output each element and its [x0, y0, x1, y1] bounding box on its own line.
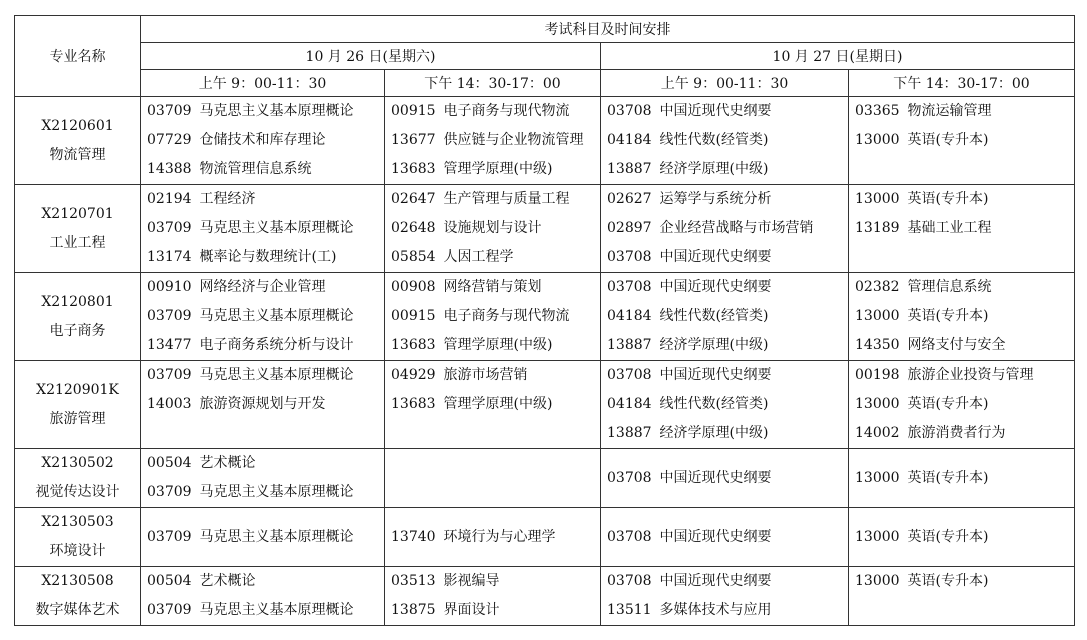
day-header-2: 10 月 27 日(星期日): [601, 43, 1075, 70]
course-code: 03365: [855, 103, 900, 119]
major-cell: [15, 97, 141, 185]
schedule-body: [15, 97, 1075, 626]
exam-slot-cell: [141, 567, 385, 626]
exam-slot-cell: [385, 185, 601, 273]
course-entry: [391, 97, 600, 126]
course-name: 网络营销与策划: [443, 279, 542, 295]
course-entry: [147, 185, 384, 214]
course-entry: [391, 214, 600, 243]
course-code: 00198: [855, 367, 900, 383]
major-cell: [15, 361, 141, 449]
course-entry: [391, 243, 600, 272]
table-row: [15, 508, 1075, 567]
major-code: X2120801: [41, 293, 114, 310]
exam-slot-cell: [601, 361, 849, 449]
course-code: 13683: [391, 161, 436, 177]
course-code: 03709: [147, 602, 192, 618]
course-name: 环境行为与心理学: [443, 528, 556, 545]
course-code: 00915: [391, 103, 436, 119]
course-code: 04184: [607, 132, 652, 148]
course-entry: [855, 331, 1074, 360]
course-name: 中国近现代史纲要: [659, 573, 772, 589]
course-entry: [147, 214, 384, 243]
course-code: 14388: [147, 161, 192, 177]
course-entry: [607, 97, 848, 126]
course-entry: [391, 155, 600, 184]
major-title: 环境设计: [49, 543, 106, 559]
course-entry: [147, 331, 384, 360]
course-code: 02627: [607, 191, 652, 207]
course-name: 马克思主义基本原理概论: [199, 103, 354, 119]
course-name: 旅游企业投资与管理: [907, 367, 1034, 383]
course-name: 马克思主义基本原理概论: [199, 528, 354, 545]
course-code: 03708: [607, 103, 652, 119]
slot-header-3: 上午 9：00-11：30: [601, 70, 849, 97]
course-name: 中国近现代史纲要: [659, 528, 772, 545]
course-code: 03708: [607, 573, 652, 589]
slot-header-4: 下午 14：30-17：00: [849, 70, 1075, 97]
course-name: 马克思主义基本原理概论: [199, 367, 354, 383]
major-code: X2120701: [41, 205, 114, 222]
course-entry: [391, 523, 600, 552]
course-entry: [147, 567, 384, 596]
course-entry: [391, 331, 600, 360]
course-entry: [607, 390, 848, 419]
exam-slot-cell: [849, 185, 1075, 273]
course-name: 旅游市场营销: [443, 367, 528, 383]
table-row: [15, 449, 1075, 508]
major-title: 旅游管理: [49, 410, 106, 427]
course-code: 13174: [147, 249, 192, 265]
course-code: 14002: [855, 425, 900, 441]
course-entry: [147, 302, 384, 331]
table-row: [15, 567, 1075, 626]
course-name: 工程经济: [199, 191, 256, 207]
course-code: 03709: [147, 103, 192, 119]
course-code: 03513: [391, 573, 436, 589]
exam-slot-cell: [849, 508, 1075, 567]
course-code: 13887: [607, 425, 652, 441]
course-code: 13677: [391, 132, 436, 148]
course-entry: [607, 361, 848, 390]
course-code: 03709: [147, 528, 192, 545]
table-row: [15, 361, 1075, 449]
course-entry: [607, 126, 848, 155]
course-code: 03708: [607, 469, 652, 486]
course-name: 电子商务系统分析与设计: [199, 337, 354, 353]
course-entry: [607, 596, 848, 625]
course-entry: [607, 464, 848, 493]
course-name: 设施规划与设计: [443, 220, 542, 236]
course-entry: [391, 302, 600, 331]
course-name: 艺术概论: [199, 455, 256, 471]
course-code: 14003: [147, 396, 192, 412]
course-code: 04184: [607, 308, 652, 324]
major-code: X2130503: [41, 514, 114, 530]
exam-slot-cell: [385, 449, 601, 508]
course-entry: [855, 185, 1074, 214]
course-entry: [607, 243, 848, 272]
course-entry: [391, 361, 600, 390]
course-code: 03708: [607, 249, 652, 265]
course-name: 线性代数(经管类): [659, 132, 769, 148]
table-row: [15, 185, 1075, 273]
course-name: 管理学原理(中级): [443, 396, 553, 412]
course-code: 13000: [855, 396, 900, 412]
course-name: 英语(专升本): [907, 132, 989, 148]
course-code: 13189: [855, 220, 900, 236]
exam-slot-cell: [385, 567, 601, 626]
exam-slot-cell: [385, 273, 601, 361]
course-entry: [147, 596, 384, 625]
course-entry: [147, 243, 384, 272]
course-entry: [607, 273, 848, 302]
course-code: 00908: [391, 279, 436, 295]
course-name: 中国近现代史纲要: [659, 103, 772, 119]
course-name: 英语(专升本): [907, 528, 989, 545]
course-entry: [147, 449, 384, 478]
course-name: 经济学原理(中级): [659, 337, 769, 353]
course-entry: [855, 361, 1074, 390]
course-name: 多媒体技术与应用: [659, 602, 772, 618]
course-code: 13875: [391, 602, 436, 618]
course-name: 马克思主义基本原理概论: [199, 484, 354, 500]
course-name: 生产管理与质量工程: [443, 191, 570, 207]
course-code: 03709: [147, 308, 192, 324]
exam-slot-cell: [601, 508, 849, 567]
major-name-header: 专业名称: [15, 16, 141, 97]
course-entry: [147, 361, 384, 390]
course-code: 04929: [391, 367, 436, 383]
major-cell: [15, 273, 141, 361]
course-code: 13000: [855, 132, 900, 148]
course-entry: [147, 390, 384, 419]
course-code: 13000: [855, 308, 900, 324]
course-code: 00504: [147, 573, 192, 589]
exam-slot-cell: [849, 567, 1075, 626]
course-name: 英语(专升本): [907, 396, 989, 412]
course-code: 13887: [607, 161, 652, 177]
major-title: 电子商务: [49, 322, 106, 339]
course-name: 旅游资源规划与开发: [199, 396, 326, 412]
course-name: 网络支付与安全: [907, 337, 1006, 353]
exam-slot-cell: [601, 567, 849, 626]
course-name: 经济学原理(中级): [659, 425, 769, 441]
course-name: 电子商务与现代物流: [443, 103, 570, 119]
course-code: 05854: [391, 249, 436, 265]
exam-slot-cell: [141, 449, 385, 508]
course-entry: [855, 302, 1074, 331]
course-entry: [147, 523, 384, 552]
course-code: 02647: [391, 191, 436, 207]
course-name: 马克思主义基本原理概论: [199, 602, 354, 618]
course-entry: [855, 273, 1074, 302]
exam-slot-cell: [141, 361, 385, 449]
course-code: 02897: [607, 220, 652, 236]
course-code: 13511: [607, 602, 652, 618]
major-code: X2130508: [41, 573, 114, 589]
course-code: 13683: [391, 337, 436, 353]
course-name: 基础工业工程: [907, 220, 992, 236]
table-row: [15, 97, 1075, 185]
table-row: [15, 273, 1075, 361]
course-code: 04184: [607, 396, 652, 412]
course-code: 14350: [855, 337, 900, 353]
course-name: 物流管理信息系统: [199, 161, 312, 177]
course-code: 13740: [391, 528, 436, 545]
exam-schedule-table: [14, 15, 1075, 626]
course-name: 物流运输管理: [907, 103, 992, 119]
course-code: 02382: [855, 279, 900, 295]
major-title: 视觉传达设计: [35, 484, 120, 500]
course-name: 管理学原理(中级): [443, 161, 553, 177]
course-entry: [607, 331, 848, 360]
course-entry: [607, 419, 848, 448]
major-code: X2130502: [41, 455, 114, 471]
slot-header-1: 上午 9：00-11：30: [141, 70, 385, 97]
course-name: 管理学原理(中级): [443, 337, 553, 353]
course-code: 03708: [607, 528, 652, 545]
course-entry: [855, 419, 1074, 448]
course-name: 旅游消费者行为: [907, 425, 1006, 441]
course-entry: [607, 523, 848, 552]
exam-slot-cell: [601, 449, 849, 508]
course-name: 英语(专升本): [907, 308, 989, 324]
course-code: 03708: [607, 367, 652, 383]
major-title: 数字媒体艺术: [35, 602, 120, 618]
course-entry: [147, 273, 384, 302]
course-entry: [607, 185, 848, 214]
exam-slot-cell: [141, 97, 385, 185]
course-entry: [147, 155, 384, 184]
exam-slot-cell: [601, 97, 849, 185]
course-name: 中国近现代史纲要: [659, 249, 772, 265]
course-code: 13887: [607, 337, 652, 353]
major-title: 工业工程: [49, 234, 106, 251]
day-header-1: 10 月 26 日(星期六): [141, 43, 601, 70]
course-entry: [855, 390, 1074, 419]
major-title: 物流管理: [49, 146, 106, 163]
course-entry: [855, 126, 1074, 155]
major-code: X2120901K: [36, 381, 119, 398]
exam-slot-cell: [141, 273, 385, 361]
exam-slot-cell: [141, 185, 385, 273]
course-code: 00915: [391, 308, 436, 324]
course-code: 03709: [147, 484, 192, 500]
course-entry: [147, 97, 384, 126]
exam-slot-cell: [141, 508, 385, 567]
course-name: 运筹学与系统分析: [659, 191, 772, 207]
course-name: 人因工程学: [443, 249, 514, 265]
course-name: 影视编导: [443, 573, 500, 589]
course-entry: [147, 478, 384, 507]
course-code: 13683: [391, 396, 436, 412]
course-entry: [391, 185, 600, 214]
schedule-title: 考试科目及时间安排: [141, 16, 1075, 43]
course-entry: [391, 567, 600, 596]
course-entry: [855, 523, 1074, 552]
course-code: 00910: [147, 279, 192, 295]
exam-slot-cell: [849, 361, 1075, 449]
course-name: 马克思主义基本原理概论: [199, 308, 354, 324]
course-code: 07729: [147, 132, 192, 148]
course-code: 03708: [607, 279, 652, 295]
course-name: 马克思主义基本原理概论: [199, 220, 354, 236]
course-entry: [855, 97, 1074, 126]
course-name: 艺术概论: [199, 573, 256, 589]
exam-slot-cell: [385, 97, 601, 185]
course-code: 13000: [855, 191, 900, 207]
course-code: 02648: [391, 220, 436, 236]
course-code: 03709: [147, 220, 192, 236]
course-entry: [607, 567, 848, 596]
course-entry: [391, 126, 600, 155]
course-name: 界面设计: [443, 602, 500, 618]
major-code: X2120601: [41, 117, 114, 134]
course-code: 02194: [147, 191, 192, 207]
course-name: 概率论与数理统计(工): [199, 249, 337, 265]
course-name: 仓储技术和库存理论: [199, 132, 326, 148]
course-name: 中国近现代史纲要: [659, 469, 772, 486]
course-entry: [391, 390, 600, 419]
course-name: 供应链与企业物流管理: [443, 132, 584, 148]
course-code: 13477: [147, 337, 192, 353]
course-code: 13000: [855, 469, 900, 486]
course-entry: [391, 596, 600, 625]
slot-header-2: 下午 14：30-17：00: [385, 70, 601, 97]
course-name: 经济学原理(中级): [659, 161, 769, 177]
course-entry: [607, 302, 848, 331]
course-name: 企业经营战略与市场营销: [659, 220, 814, 236]
course-name: 线性代数(经管类): [659, 308, 769, 324]
course-name: 线性代数(经管类): [659, 396, 769, 412]
exam-slot-cell: [601, 185, 849, 273]
course-entry: [391, 273, 600, 302]
course-code: 13000: [855, 528, 900, 545]
course-name: 中国近现代史纲要: [659, 367, 772, 383]
exam-slot-cell: [849, 273, 1075, 361]
course-code: 03709: [147, 367, 192, 383]
course-name: 中国近现代史纲要: [659, 279, 772, 295]
major-cell: [15, 567, 141, 626]
course-name: 电子商务与现代物流: [443, 308, 570, 324]
course-name: 英语(专升本): [907, 469, 989, 486]
course-entry: [855, 214, 1074, 243]
course-name: 英语(专升本): [907, 573, 989, 589]
exam-slot-cell: [385, 508, 601, 567]
course-entry: [855, 464, 1074, 493]
exam-slot-cell: [849, 449, 1075, 508]
major-cell: [15, 508, 141, 567]
course-code: 13000: [855, 573, 900, 589]
course-entry: [855, 567, 1074, 596]
major-cell: [15, 185, 141, 273]
exam-slot-cell: [849, 97, 1075, 185]
course-name: 管理信息系统: [907, 279, 992, 295]
course-entry: [607, 155, 848, 184]
course-entry: [147, 126, 384, 155]
course-entry: [607, 214, 848, 243]
major-cell: [15, 449, 141, 508]
exam-slot-cell: [385, 361, 601, 449]
course-name: 英语(专升本): [907, 191, 989, 207]
exam-slot-cell: [601, 273, 849, 361]
course-name: 网络经济与企业管理: [199, 279, 326, 295]
course-code: 00504: [147, 455, 192, 471]
